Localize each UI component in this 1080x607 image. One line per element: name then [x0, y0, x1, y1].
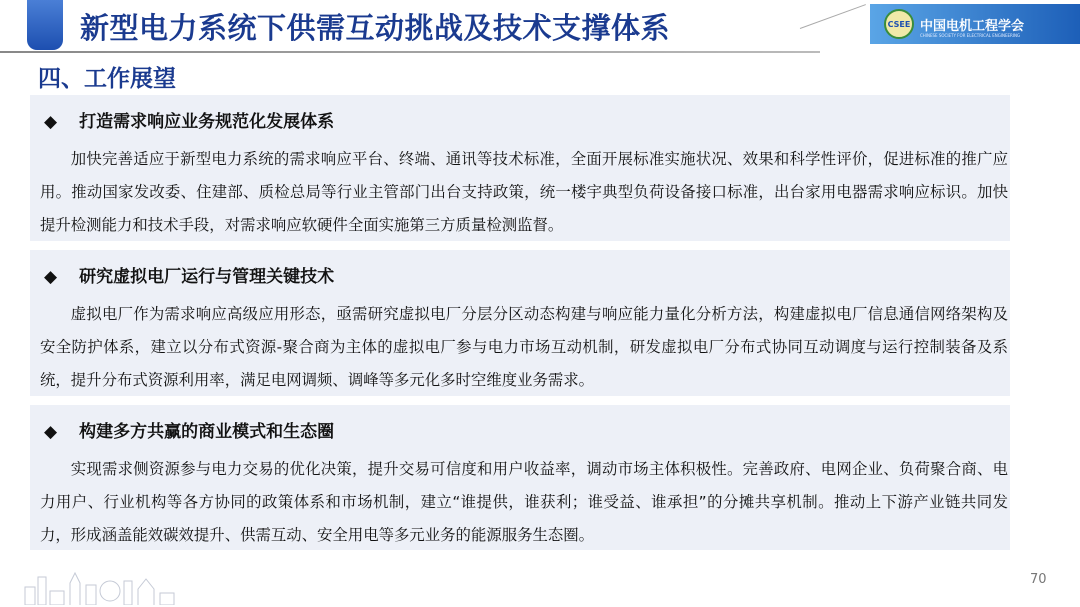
heading-text: 打造需求响应业务规范化发展体系 — [79, 112, 335, 132]
heading-text: 研究虚拟电厂运行与管理关键技术 — [79, 267, 335, 287]
diamond-bullet-icon: ◆ — [44, 112, 58, 132]
panel-heading — [44, 417, 334, 442]
panel-body: 加快完善适应于新型电力系统的需求响应平台、终端、通讯等技术标准，全面开展标准实施状况、效果和科学性评价，促进标准的推广应用。推动国家发改委、住建部、质检总局等行业主管部门出台支持政策，统一楼宇典型负荷设备接口标准，出台家用电器需求响应标识。加快提升检测能力和技术手段，对需求响应软硬件全面实施第三方质量检测监督。 — [40, 150, 1008, 234]
title-accent-tab — [27, 0, 63, 50]
city-skyline-decoration — [20, 565, 180, 605]
content-panel — [30, 95, 1010, 241]
csee-logo — [870, 4, 1080, 44]
panel-body: 虚拟电厂作为需求响应高级应用形态，亟需研究虚拟电厂分层分区动态构建与响应能力量化分析方法，构建虚拟电厂信息通信网络架构及安全防护体系，建立以分布式资源-聚合商为主体的虚拟电厂参与电力市场互动机制，研发虚拟电厂分布式协同互动调度与运行控制装备及系统，提升分布式资源利用率，满足电网调频、调峰等多元化多时空维度业务需求。 — [40, 305, 1008, 389]
panel-heading — [44, 107, 334, 132]
diamond-bullet-icon: ◆ — [44, 267, 58, 287]
logo-subtitle: CHINESE SOCIETY FOR ELECTRICAL ENGINEERING — [920, 33, 1021, 38]
section-title: 四、工作展望 — [38, 66, 176, 92]
diamond-bullet-icon: ◆ — [44, 422, 58, 442]
page-number: 70 — [1030, 572, 1047, 587]
content-panel — [30, 405, 1010, 550]
title-divider — [0, 51, 820, 53]
csee-seal-icon: CSEE — [884, 9, 914, 39]
panel-body: 实现需求侧资源参与电力交易的优化决策，提升交易可信度和用户收益率，调动市场主体积极性。完善政府、电网企业、负荷聚合商、电力用户、行业机构等各方协同的政策体系和市场机制，建立“谁提供，谁获利；谁受益、谁承担”的分摊共享机制。推动上下游产业链共同发力，形成涵盖能效碳效提升、供需互动、安全用电等多元业务的能源服务生态圈。 — [40, 460, 1008, 544]
content-panel — [30, 250, 1010, 396]
panel-heading — [44, 262, 334, 287]
logo-text: 中国电机工程学会 — [920, 18, 1025, 34]
heading-text: 构建多方共赢的商业模式和生态圈 — [79, 422, 335, 442]
slide-title: 新型电力系统下供需互动挑战及技术支撑体系 — [80, 11, 671, 45]
title-divider-slant — [800, 4, 866, 29]
